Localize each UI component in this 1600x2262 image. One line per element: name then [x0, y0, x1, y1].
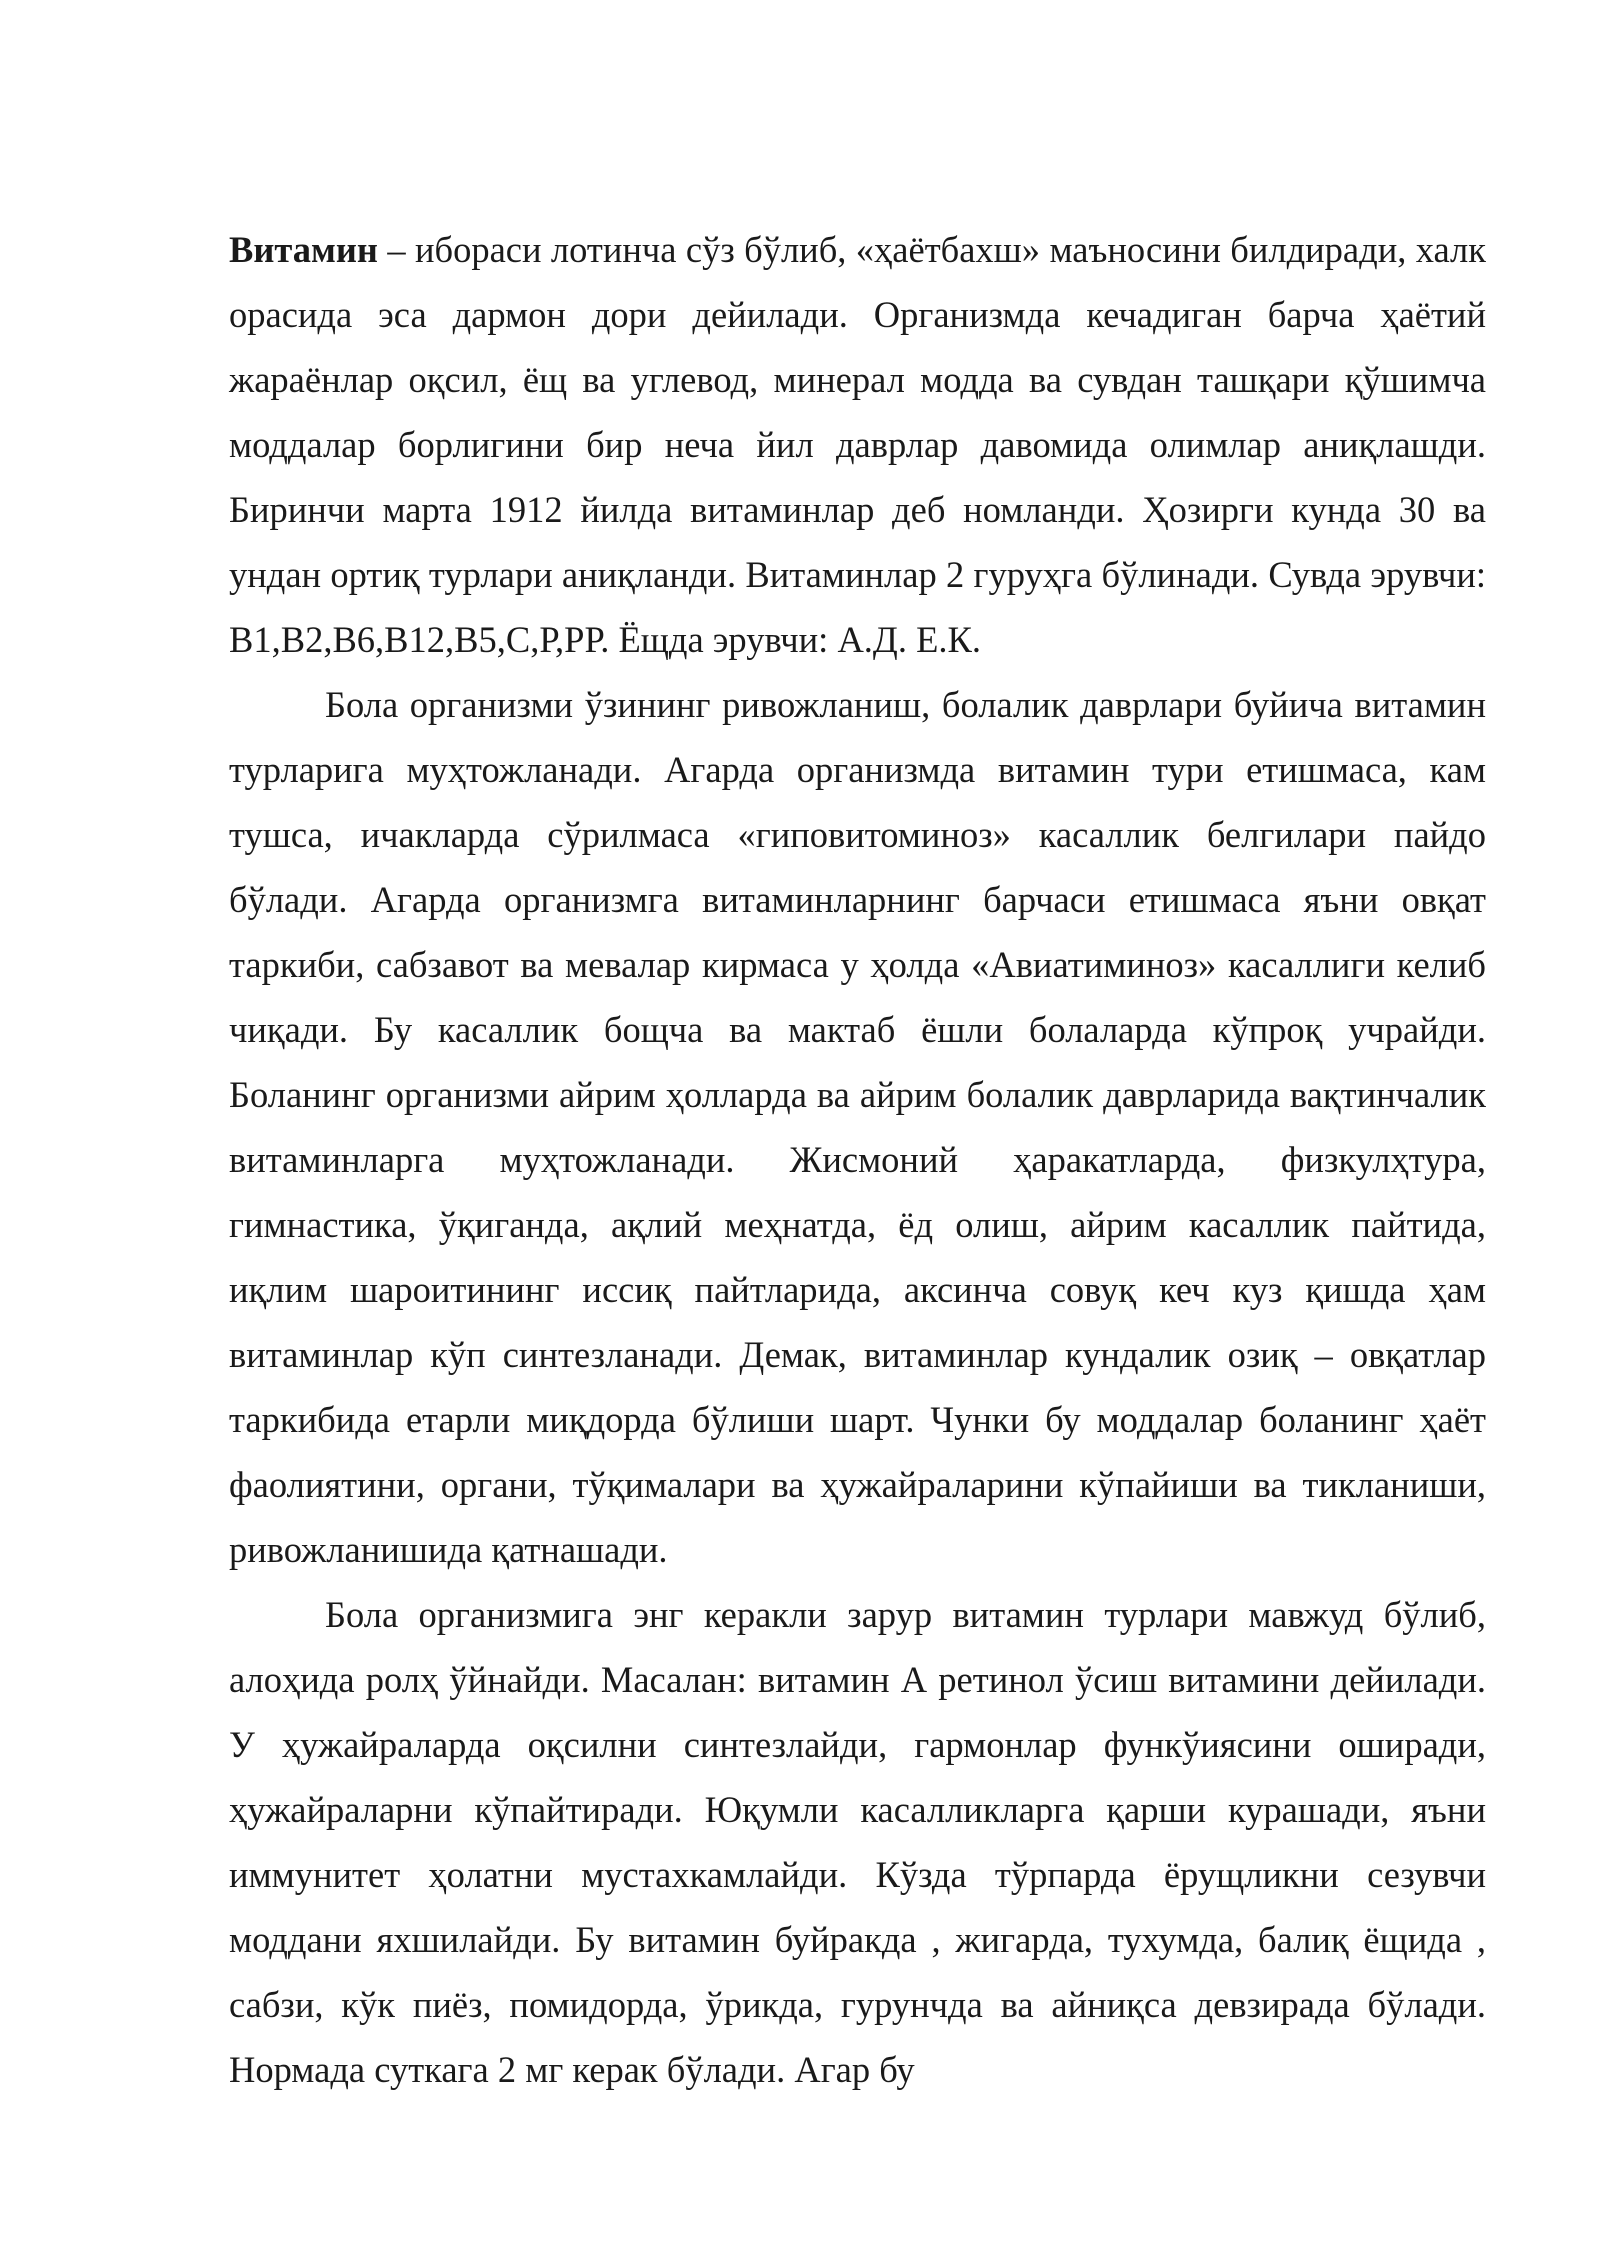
paragraph-3: Бола организмига энг керакли зарур витамин турлари мавжуд бўлиб, алоҳида ролҳ ўйнайди. Масалан: витамин А ретинол ўсиш витамини дейилади. У ҳужайраларда оқсилни синтезлайди, гармонлар функўиясини оширади, ҳужайраларни кўпайтиради. Юқумли касалликларга қарши курашади, яъни иммунитет ҳолатни мустахкамлайди. Кўзда тўрпарда ёрущликни сезувчи моддани яхшилайди. Бу витамин буйракда , жигарда, тухумда, балиқ ёщида , сабзи, кўк пиёз, помидорда, ўрикда, гурунчда ва айниқса девзирада бўлади. Нормада суткага 2 мг керак бўлади. Агар бу: [229, 1594, 1486, 2090]
body-text: [229, 217, 1486, 2102]
paragraph-1-text: – ибораси лотинча сўз бўлиб, «ҳаётбахш» маъносини билдиради, халк орасида эса дармон дори дейилади. Организмда кечадиган барча ҳаётий жараёнлар оқсил, ёщ ва углевод, минерал модда ва сувдан ташқари қўшимча моддалар борлигини бир неча йил даврлар давомида олимлар аниқлашди. Биринчи марта 1912 йилда витаминлар деб номланди. Ҳозирги кунда 30 ва ундан ортиқ турлари аниқланди. Витаминлар 2 гуруҳга бўлинади. Сувда эрувчи: В1,В2,В6,В12,В5,С,Р,РР. Ёщда эрувчи: А.Д. Е.К.: [229, 229, 1486, 660]
term-vitamin: Витамин: [229, 229, 378, 270]
paragraph-2: Бола организми ўзининг ривожланиш, болалик даврлари буйича витамин турларига муҳтожланади. Агарда организмда витамин тури етишмаса, кам тушса, ичакларда сўрилмаса «гиповитоминоз» касаллик белгилари пайдо бўлади. Агарда организмга витаминларнинг барчаси етишмаса яъни овқат таркиби, сабзавот ва мевалар кирмаса у ҳолда «Авиатиминоз» касаллиги келиб чиқади. Бу касаллик бощча ва мактаб ёшли болаларда кўпроқ учрайди. Боланинг организми айрим ҳолларда ва айрим болалик даврларида вақтинчалик витаминларга муҳтожланади. Жисмоний ҳаракатларда, физкулҳтура, гимнастика, ўқиганда, ақлий меҳнатда, ёд олиш, айрим касаллик пайтида, иқлим шароитининг иссиқ пайтларида, аксинча совуқ кеч куз қишда ҳам витаминлар кўп синтезланади. Демак, витаминлар кундалик озиқ – овқатлар таркибида етарли миқдорда бўлиши шарт. Чунки бу моддалар боланинг ҳаёт фаолиятини, органи, тўқималари ва ҳужайраларини кўпайиши ва тикланиши, ривожланишида қатнашади.: [229, 684, 1486, 1570]
paragraph-1: [229, 217, 1486, 672]
